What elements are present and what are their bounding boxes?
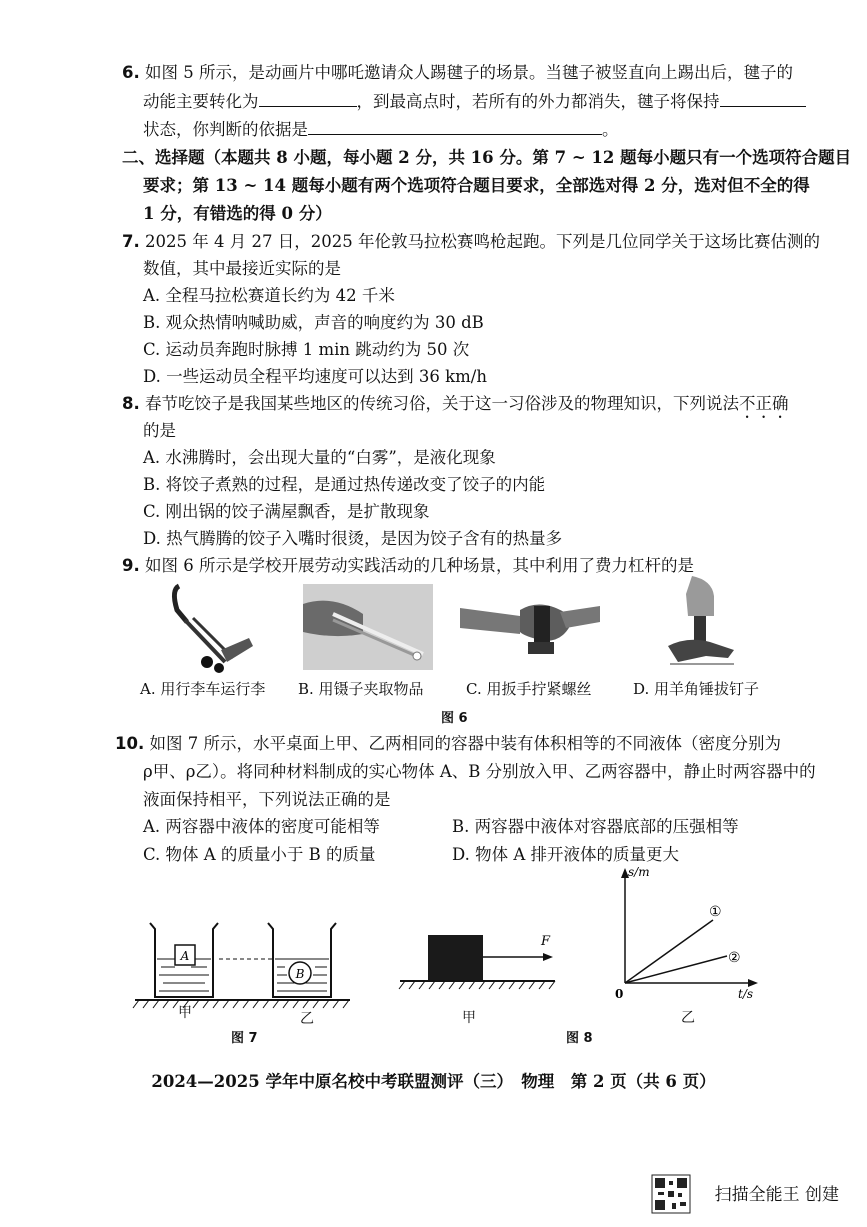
fig6-caption-c[interactable]: C. 用扳手拧紧螺丝: [466, 680, 592, 698]
q6-blank-1[interactable]: [259, 90, 357, 107]
q7-option-c[interactable]: C. 运动员奔跑时脉搏 1 min 跳动约为 50 次: [143, 340, 470, 359]
fig7-object-b: B: [295, 967, 305, 981]
fig8-xlabel: t/s: [738, 987, 754, 1001]
q6-line2: [143, 90, 806, 113]
q10-option-b[interactable]: B. 两容器中液体对容器底部的压强相等: [452, 817, 739, 836]
q6-text-2a: 动能主要转化为: [143, 92, 259, 111]
q10-line1: [115, 733, 781, 755]
q6-blank-3[interactable]: [308, 118, 602, 135]
q10-option-a[interactable]: A. 两容器中液体的密度可能相等: [143, 817, 380, 836]
q6-line3: [143, 118, 619, 141]
fig8-label: 图 8: [566, 1031, 593, 1046]
section2-line1: 二、选择题（本题共 8 小题，每小题 2 分，共 16 分。第 7 ~ 12 题每小题只有一个选项符合题目: [122, 148, 852, 167]
fig8-line-1: [625, 920, 713, 983]
scanner-watermark: 扫描全能王 创建: [714, 1185, 839, 1205]
fig8-ylabel: s/m: [628, 865, 650, 879]
q10-number: 10.: [115, 734, 145, 753]
q7-text-1: 2025 年 4 月 27 日，2025 年伦敦马拉松赛鸣枪起跑。下列是几位同学关于这场比赛估测的: [145, 232, 820, 251]
qr-code-icon: [652, 1175, 690, 1213]
q8-option-d[interactable]: D. 热气腾腾的饺子入嘴时很烫，是因为饺子含有的热量多: [143, 529, 563, 548]
q10-text-1: 如图 7 所示，水平桌面上甲、乙两相同的容器中装有体积相等的不同液体（密度分别为: [149, 734, 781, 753]
q8-emphasis: 不正确: [739, 394, 789, 413]
q6-blank-2[interactable]: [720, 90, 806, 107]
q9-line1: [122, 555, 694, 577]
fig8-jia: 甲: [462, 1010, 476, 1026]
q8-option-a[interactable]: A. 水沸腾时，会出现大量的“白雾”，是液化现象: [143, 448, 496, 467]
fig8-line1-label: ①: [709, 904, 722, 920]
q10-option-c[interactable]: C. 物体 A 的质量小于 B 的质量: [143, 845, 376, 864]
fig8-force-label: F: [541, 934, 551, 949]
fig8-yi: 乙: [681, 1010, 695, 1026]
fig8-jia-diagram: [395, 925, 565, 995]
q7-option-b[interactable]: B. 观众热情呐喊助威，声音的响度约为 30 dB: [143, 313, 484, 332]
fig6-caption-a[interactable]: A. 用行李车运行李: [140, 680, 266, 698]
q6-text-2b: ，到最高点时，若所有的外力都消失，毽子将保持: [356, 92, 720, 111]
q8-line2: 的是: [143, 421, 176, 440]
fig7-diagram: [135, 915, 355, 1010]
fig7-jia: 甲: [178, 1005, 192, 1021]
fig7-object-a: A: [180, 949, 190, 963]
q6-line1: [122, 62, 793, 84]
q8-number: 8.: [122, 394, 140, 413]
q6-text-3b: 。: [602, 120, 619, 139]
q10-line2: ρ甲、ρ乙）。将同种材料制成的实心物体 A、B 分别放入甲、乙两容器中，静止时两容器中的: [143, 762, 816, 781]
page-footer: 2024—2025 学年中原名校中考联盟测评（三） 物理 第 2 页（共 6 页）: [151, 1072, 716, 1091]
q7-line1: [122, 231, 820, 253]
q10-option-d[interactable]: D. 物体 A 排开液体的质量更大: [452, 845, 680, 864]
fig6-label: 图 6: [441, 711, 468, 726]
fig8-line-2: [625, 956, 727, 983]
fig8-st-graph: [600, 865, 770, 1008]
wrench-image: [460, 588, 600, 670]
q6-number: 6.: [122, 63, 140, 82]
q8-option-b[interactable]: B. 将饺子煮熟的过程，是通过热传递改变了饺子的内能: [143, 475, 546, 494]
section2-line2: 要求；第 13 ~ 14 题每小题有两个选项符合题目要求，全部选对得 2 分，选对但不全的得: [143, 176, 810, 195]
fig8-origin: 0: [615, 987, 624, 1001]
q7-line2: 数值，其中最接近实际的是: [143, 259, 341, 278]
q7-option-a[interactable]: A. 全程马拉松赛道长约为 42 千米: [143, 286, 395, 305]
q9-number: 9.: [122, 556, 140, 575]
fig7-yi: 乙: [300, 1011, 314, 1027]
q8-text-1: 春节吃饺子是我国某些地区的传统习俗，关于这一习俗涉及的物理知识，下列说法: [145, 394, 739, 413]
luggage-cart-image: [165, 582, 255, 677]
fig7-label: 图 7: [231, 1031, 258, 1046]
q8-line1: [122, 393, 789, 422]
q7-option-d[interactable]: D. 一些运动员全程平均速度可以达到 36 km/h: [143, 367, 487, 386]
fig6-caption-b[interactable]: B. 用镊子夹取物品: [298, 680, 424, 698]
q9-text-1: 如图 6 所示是学校开展劳动实践活动的几种场景，其中利用了费力杠杆的是: [145, 556, 694, 575]
tweezers-image: [303, 584, 433, 670]
fig6-caption-d[interactable]: D. 用羊角锤拔钉子: [633, 680, 760, 698]
q8-option-c[interactable]: C. 刚出锅的饺子满屋飘香，是扩散现象: [143, 502, 430, 521]
q6-text-1: 如图 5 所示，是动画片中哪吒邀请众人踢毽子的场景。当毽子被竖直向上踢出后，毽子的: [145, 63, 793, 82]
claw-hammer-image: [658, 576, 738, 674]
q7-number: 7.: [122, 232, 140, 251]
fig8-line2-label: ②: [728, 950, 741, 966]
section2-line3: 1 分，有错选的得 0 分）: [143, 204, 332, 223]
q10-line3: 液面保持相平，下列说法正确的是: [143, 790, 391, 809]
q6-text-3a: 状态，你判断的依据是: [143, 120, 308, 139]
